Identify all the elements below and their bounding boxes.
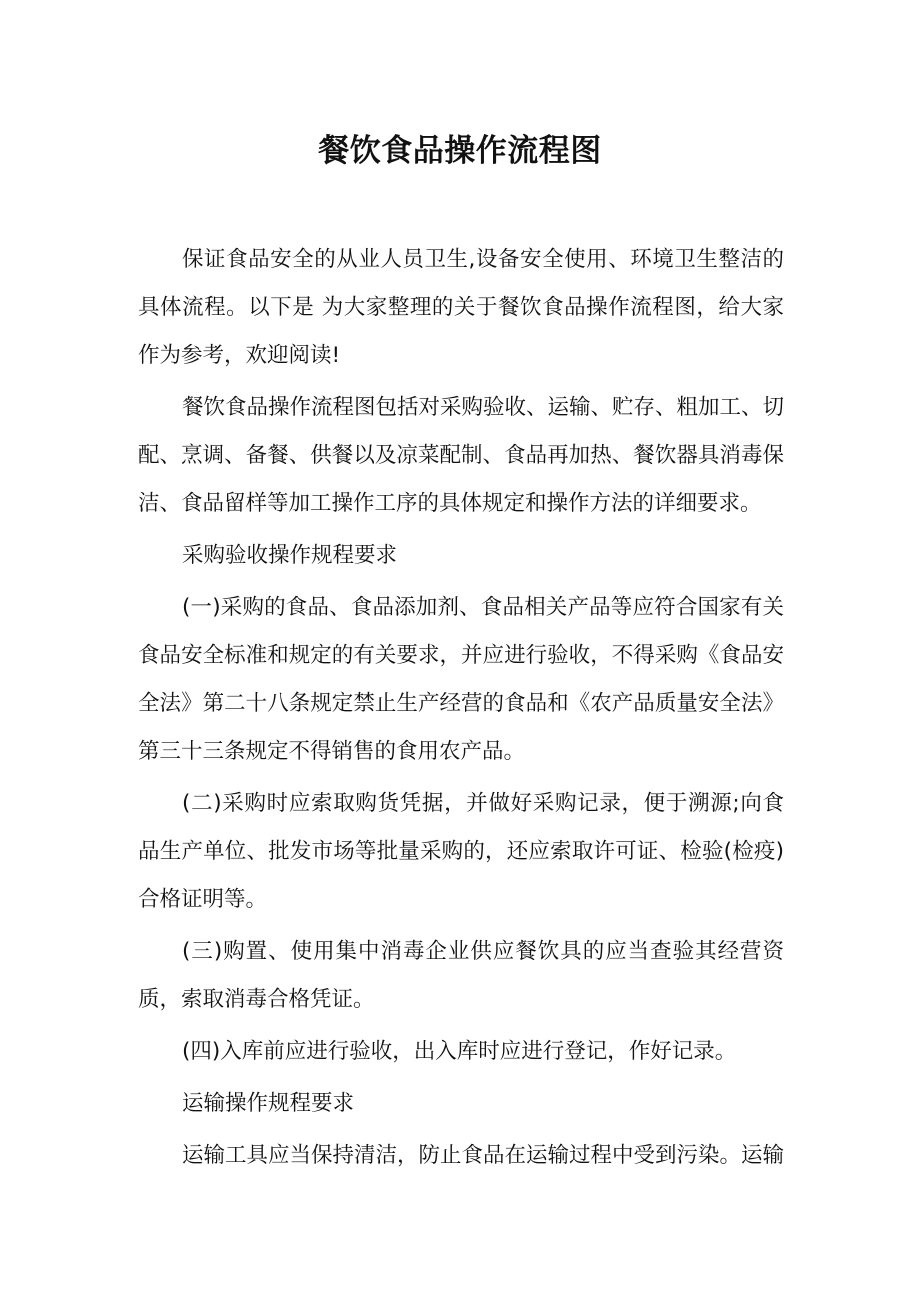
transport-paragraph: 运输工具应当保持清洁，防止食品在运输过程中受到污染。运输 (182, 1143, 785, 1168)
document-title: 餐饮食品操作流程图 (318, 133, 602, 169)
section-heading-transport: 运输操作规程要求 (182, 1091, 355, 1116)
document-body (138, 236, 784, 1184)
section-heading-procurement: 采购验收操作规程要求 (182, 543, 398, 568)
procurement-item-1: (一)采购的食品、食品添加剂、食品相关产品等应符合国家有关食品安全标准和规定的有关要求，并应进行验收，不得采购《食品安全法》第二十八条规定禁止生产经营的食品和《农产品质量安全法》第三十三条规定不得销售的食用农产品。 (138, 595, 784, 764)
procurement-item-4: (四)入库前应进行验收，出入库时应进行登记，作好记录。 (182, 1039, 737, 1064)
procurement-item-3: (三)购置、使用集中消毒企业供应餐饮具的应当查验其经营资质，索取消毒合格凭证。 (138, 939, 784, 1012)
procurement-item-2: (二)采购时应索取购货凭据，并做好采购记录，便于溯源;向食品生产单位、批发市场等批量采购的，还应索取许可证、检验(检疫)合格证明等。 (138, 791, 784, 912)
overview-paragraph: 餐饮食品操作流程图包括对采购验收、运输、贮存、粗加工、切配、烹调、备餐、供餐以及凉菜配制、食品再加热、餐饮器具消毒保洁、食品留样等加工操作工序的具体规定和操作方法的详细要求。 (138, 395, 785, 516)
intro-paragraph: 保证食品安全的从业人员卫生,设备安全使用、环境卫生整洁的具体流程。以下是 为大家整理的关于餐饮食品操作流程图，给大家作为参考，欢迎阅读! (138, 247, 784, 368)
